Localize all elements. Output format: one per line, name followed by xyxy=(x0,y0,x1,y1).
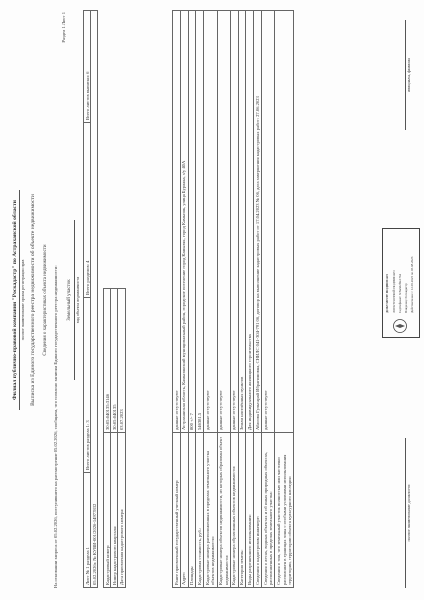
table-row xyxy=(204,11,217,588)
table-row xyxy=(188,11,196,588)
sheets-total: Всего листов выписки: 6 xyxy=(84,11,91,123)
details-table xyxy=(172,10,294,588)
request-date: 05.02.2026г. № КУВИ-001/2026-14977832 xyxy=(91,11,98,588)
row-value: 30:05:040135:3146 xyxy=(104,289,111,433)
row-value: 546381.5 xyxy=(196,11,204,433)
row-value: Для индивидуального жилищного строительства xyxy=(246,11,254,433)
document-subtitle: Сведения о характеристиках объекта недвижимости xyxy=(43,244,48,356)
row-value: 800 +/- 7 xyxy=(188,11,196,433)
document-title: Выписка из Единого государственного реестра недвижимости об объекте недвижимости xyxy=(30,194,36,406)
table-row xyxy=(238,11,246,588)
row-value: данные отсутствуют xyxy=(173,11,181,433)
table-row xyxy=(275,11,294,588)
row-label: Кадастровая стоимость, руб.: xyxy=(196,433,204,588)
e-signature-stamp xyxy=(382,228,420,338)
table-row xyxy=(246,11,254,588)
org-name: Филиал публично-правовой компании "Роскадастр" по Астраханской области xyxy=(12,200,18,400)
stamp-line-1: ЭЛЕКТРОННОЙ ПОДПИСЬЮ xyxy=(392,270,396,313)
sheet-number: Лист № 1 раздела 1 xyxy=(84,473,91,588)
stamp-title: ДОКУМЕНТ ПОДПИСАН xyxy=(385,274,389,313)
table-row xyxy=(262,11,275,588)
object-type: Земельный участок xyxy=(67,279,72,321)
sheet-info-table xyxy=(83,10,98,588)
section-label: Раздел 1 Лист 1 xyxy=(61,12,66,43)
row-value: 03.07.2023 xyxy=(118,289,125,433)
row-label: Дата присвоения кадастрового номера: xyxy=(118,433,125,588)
row-value: данные отсутствуют xyxy=(230,11,238,433)
table-row xyxy=(196,11,204,588)
row-label: Кадастровые номера расположенных в пределах земельного участка объектов недвижимости: xyxy=(204,433,217,588)
org-caption: полное наименование органа регистрации прав xyxy=(20,259,25,341)
section-sheets: Всего листов раздела 1: 3 xyxy=(84,298,91,473)
stamp-line-4: Действителен: с 12.05.2025 по 05.08.2026 xyxy=(410,256,414,313)
row-label: Кадастровые номера образованных объектов недвижимости: xyxy=(230,433,238,588)
table-row xyxy=(230,11,238,588)
row-value: данные отсутствуют xyxy=(204,11,217,433)
row-label: Категория земель: xyxy=(238,433,246,588)
row-label: Адрес: xyxy=(180,433,188,588)
stamp-line-3: Владелец: Роскадастр xyxy=(404,283,408,313)
object-type-caption: вид объекта недвижимости xyxy=(75,276,80,324)
identifier-table xyxy=(103,288,126,588)
row-label: Площадь: xyxy=(188,433,196,588)
table-row xyxy=(104,289,111,588)
row-value: Абасова Гульсарай Ибрагимовна, СНИЛС 041-304-791 06, договор на выполнение кадастровых работ от 17.04.2023 № 06, дата завершения кадастровых работ: 27.06.2023 xyxy=(254,11,262,433)
stamp-line-2: Сертификат: 6c8a3d2f9e17b4 xyxy=(398,273,402,313)
row-value: данные отсутствуют xyxy=(262,11,275,433)
row-value xyxy=(275,11,294,433)
table-row xyxy=(118,289,125,588)
row-label: Сведения о том, что земельный участок полностью или частично расположен в границах зоны с особыми условиями использования территории, территории объекта культурного наследия: xyxy=(275,433,294,588)
name-caption: инициалы, фамилия xyxy=(406,57,411,93)
sections-total: Всего разделов: 4 xyxy=(84,123,91,298)
row-label: Ранее присвоенный государственный учетный номер: xyxy=(173,433,181,588)
row-label: Сведения о кадастровом инженере: xyxy=(254,433,262,588)
table-row xyxy=(173,11,181,588)
row-label: Кадастровые номера объектов недвижимости, из которых образован объект недвижимости: xyxy=(217,433,230,588)
row-value: Земли населённых пунктов xyxy=(238,11,246,433)
position-caption: полное наименование должности xyxy=(406,484,411,542)
table-row xyxy=(254,11,262,588)
row-value: данные отсутствуют xyxy=(217,11,230,433)
row-label: Сведения о лесах, водных объектах и об иных природных объектах, расположенных в пределах земельного участка: xyxy=(262,433,275,588)
row-label: Виды разрешенного использования: xyxy=(246,433,254,588)
table-row xyxy=(180,11,188,588)
table-row xyxy=(111,289,118,588)
row-value: Астраханская область, Камызякский муниципальный район, городское поселение город Камызяк, город Камызяк, улица Бурлака, з/у 40А xyxy=(180,11,188,433)
request-line: На основании запроса от 05.02.2026, поступившего на рассмотрение 05.02.2026, сообщаем, что согласно записям Единого государственного реестра недвижимости: xyxy=(53,265,58,588)
row-label: Номер кадастрового квартала: xyxy=(111,433,118,588)
row-value: 30:05:040135 xyxy=(111,289,118,433)
emblem-icon xyxy=(392,318,408,334)
row-label: Кадастровый номер: xyxy=(104,433,111,588)
table-row xyxy=(217,11,230,588)
